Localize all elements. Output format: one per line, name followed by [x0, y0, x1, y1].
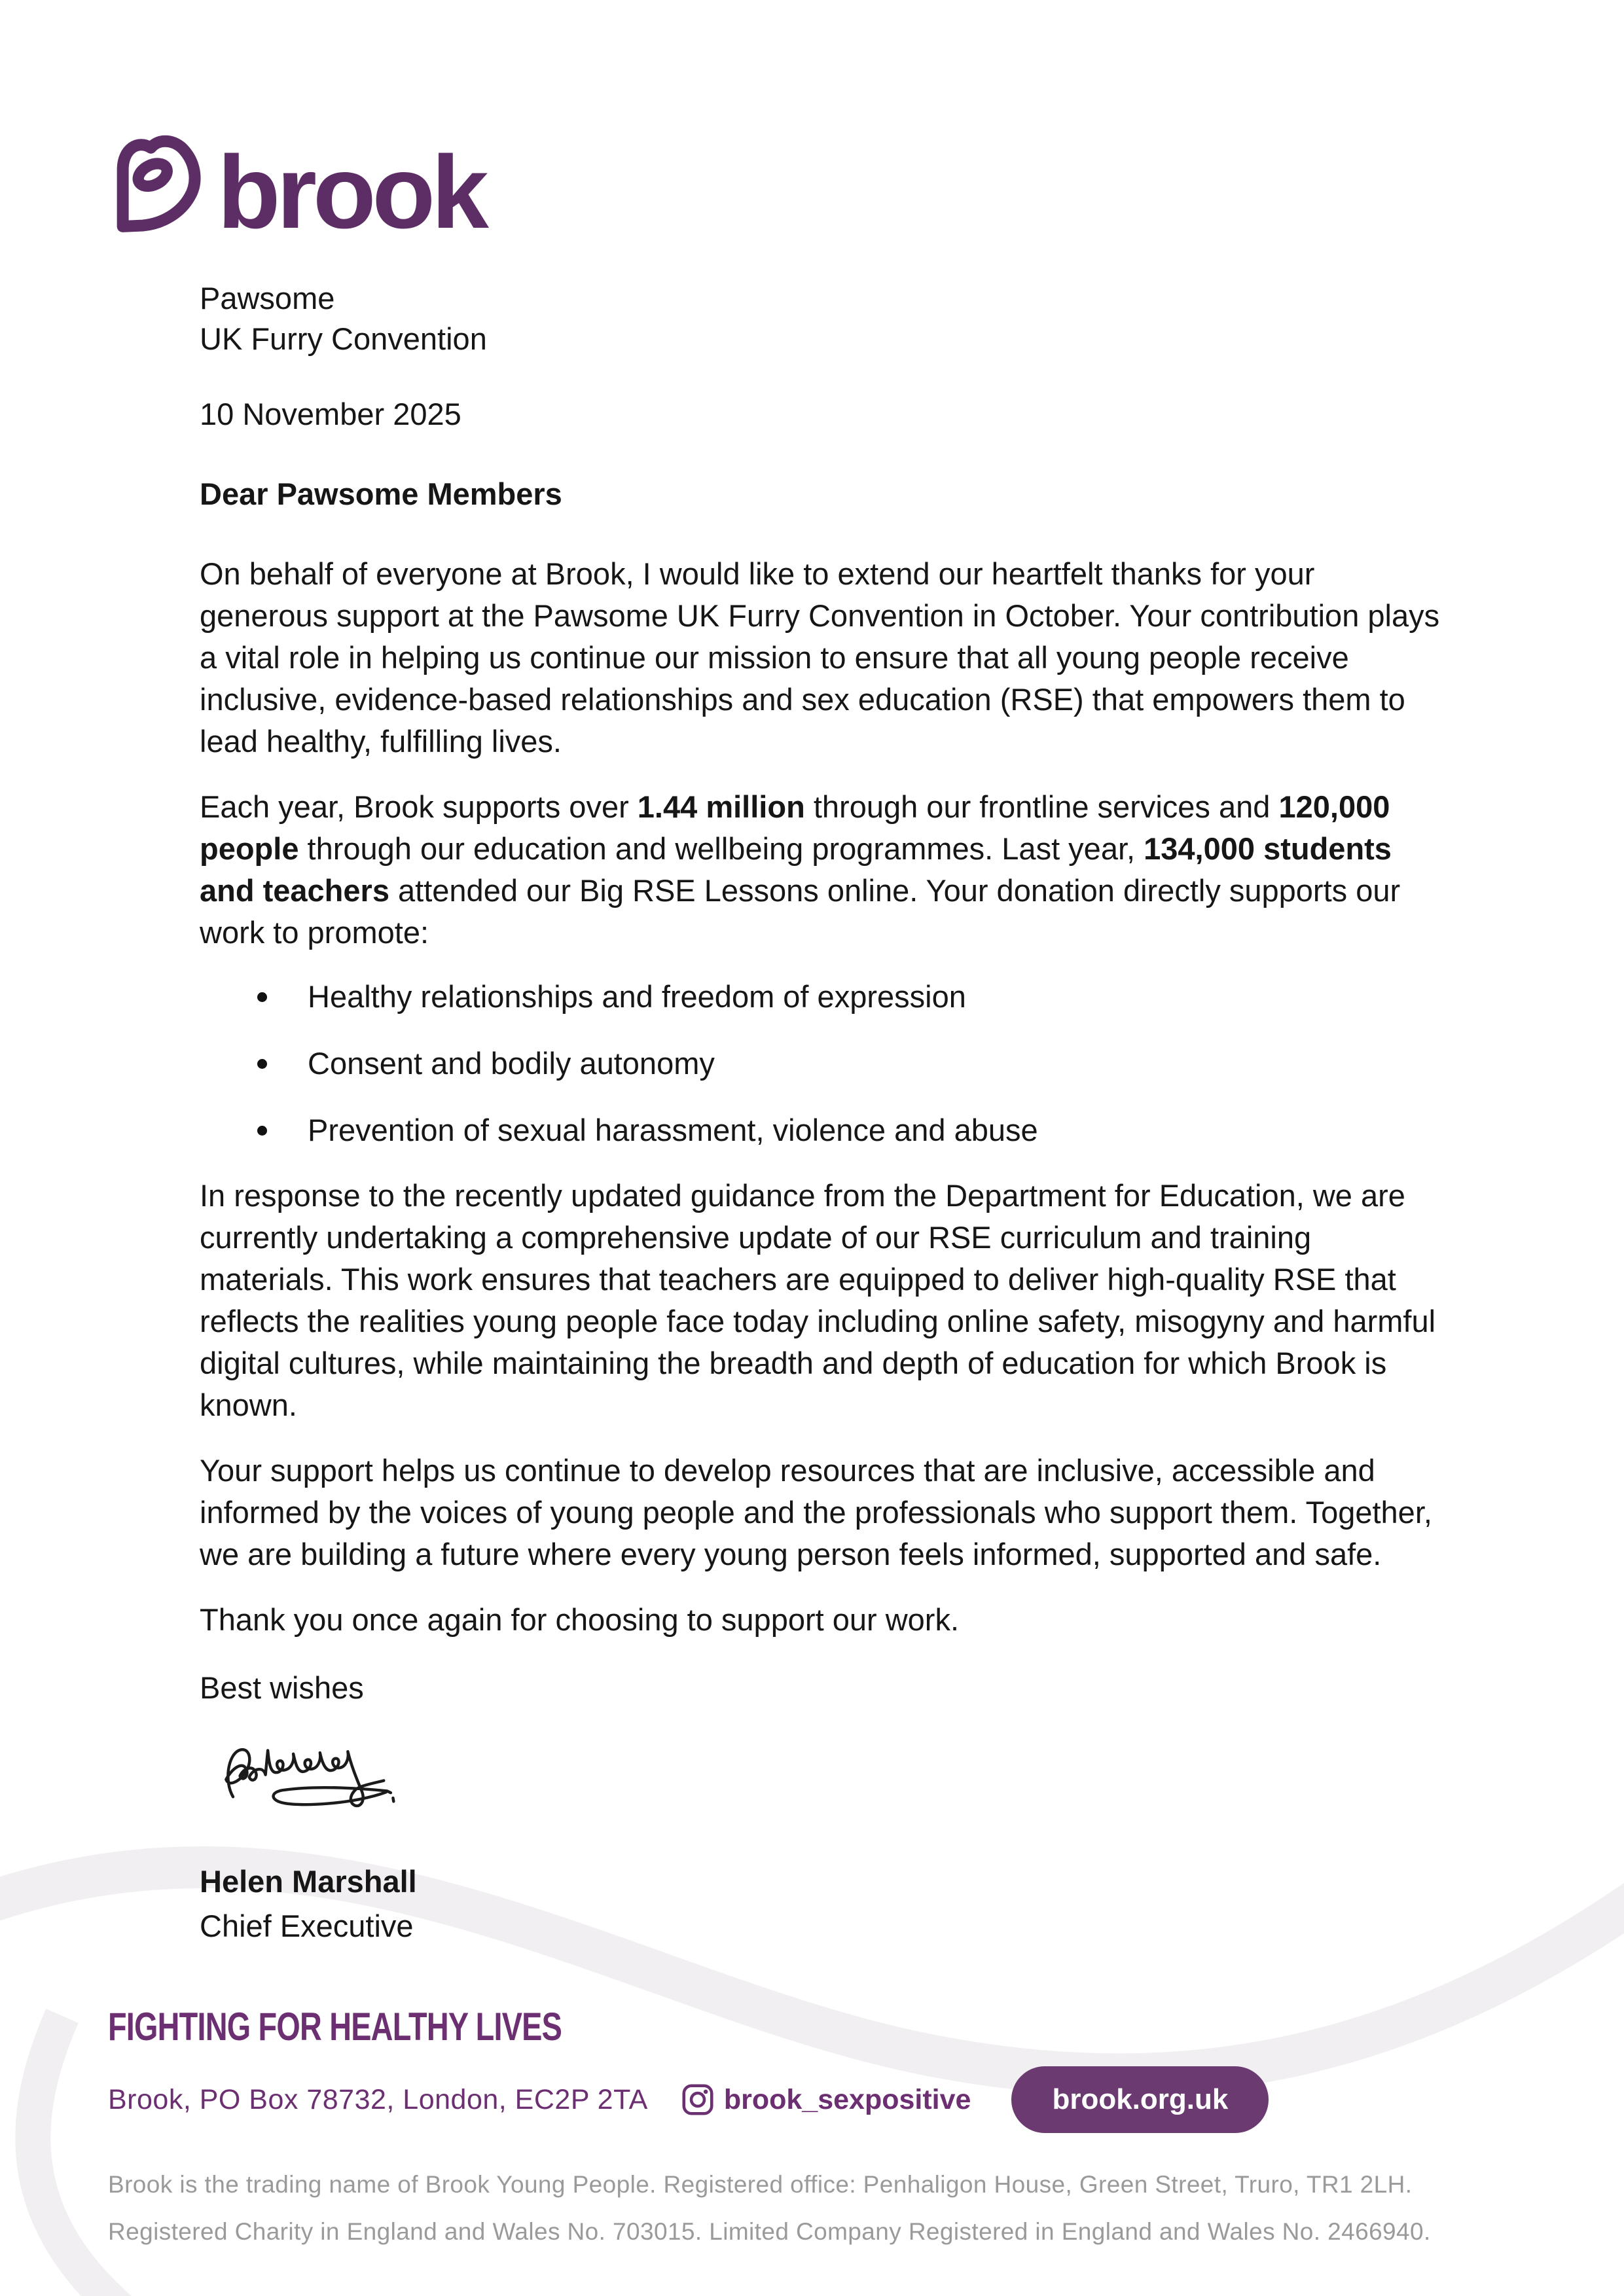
bullet-text: Prevention of sexual harassment, violence and abuse — [308, 1113, 1038, 1147]
postal-address: Brook, PO Box 78732, London, EC2P 2TA — [108, 2083, 648, 2115]
salutation: Dear Pawsome Members — [200, 476, 562, 511]
bullet-item — [200, 1109, 1450, 1151]
bullet-dot-icon — [257, 1126, 267, 1136]
legal-line-charity-number: Registered Charity in England and Wales No. 703015. Limited Company Registered in England and Wales No. 2466940. — [108, 2218, 1431, 2245]
instagram-handle: brook_sexpositive — [723, 2083, 971, 2115]
signatory-title: Chief Executive — [200, 1909, 414, 1943]
letterhead-footer — [108, 2004, 1545, 2246]
recipient-name: Pawsome — [200, 281, 335, 315]
website-url: brook.org.uk — [1052, 2083, 1229, 2115]
paragraph-thank-you: Thank you once again for choosing to support our work. — [200, 1602, 960, 1637]
paragraph-thanks: On behalf of everyone at Brook, I would like to extend our heartfelt thanks for your generous support at the Pawsome UK Furry Convention in October. Your contribution plays a vital role in helping us continue our mission to ensure that all young people receive inclusive, evidence-based relationships and sex education (RSE) that empowers them to lead healthy, fulfilling lives. — [200, 556, 1440, 759]
website-pill-button[interactable] — [1011, 2066, 1269, 2133]
bullet-item — [200, 1043, 1450, 1085]
bullet-dot-icon — [257, 1059, 267, 1069]
recipient-organisation: UK Furry Convention — [200, 321, 487, 356]
paragraph-impact-stats: Each year, Brook supports over 1.44 million through our frontline services and 120,000 people through our education and wellbeing programmes. Last year, 134,000 students and teachers attended our Big RSE Lessons online. Your donation directly supports our work to promote: — [200, 789, 1401, 950]
bullet-dot-icon — [257, 992, 267, 1002]
brook-logo — [105, 131, 485, 250]
bullet-list — [200, 976, 1450, 1151]
instagram-link[interactable] — [681, 2083, 971, 2117]
legal-line-registered-office: Brook is the trading name of Brook Young People. Registered office: Penhaligon House, Green Street, Truro, TR1 2LH. — [108, 2171, 1413, 2198]
footer-contact-row — [108, 2066, 1545, 2133]
signatory-name: Helen Marshall — [200, 1864, 417, 1899]
letter-body — [200, 278, 1450, 1947]
brook-heart-logo-icon — [105, 131, 204, 237]
signature-image — [196, 1727, 503, 1849]
instagram-camera-icon — [681, 2083, 715, 2117]
recipient-block — [200, 278, 1450, 359]
brook-logo-wordmark: brook — [217, 134, 485, 250]
bullet-text: Healthy relationships and freedom of expression — [308, 979, 966, 1014]
footer-tagline: FIGHTING FOR HEALTHY LIVES — [108, 2005, 562, 2049]
paragraph-support: Your support helps us continue to develop resources that are inclusive, accessible and informed by the voices of young people and the professionals who support them. Together, we are building a future where every young person feels informed, supported and safe. — [200, 1453, 1432, 1571]
letter-date: 10 November 2025 — [200, 397, 461, 431]
closing-line: Best wishes — [200, 1670, 364, 1705]
bullet-text: Consent and bodily autonomy — [308, 1046, 715, 1081]
paragraph-curriculum-update: In response to the recently updated guidance from the Department for Education, we are currently undertaking a comprehensive update of our RSE curriculum and training materials. This work ensures that teachers are equipped to deliver high-quality RSE that reflects the realities young people face today including online safety, misogyny and harmful digital cultures, while maintaining the breadth and depth of education for which Brook is known. — [200, 1178, 1436, 1422]
bullet-item — [200, 976, 1450, 1018]
legal-text — [108, 2171, 1545, 2246]
